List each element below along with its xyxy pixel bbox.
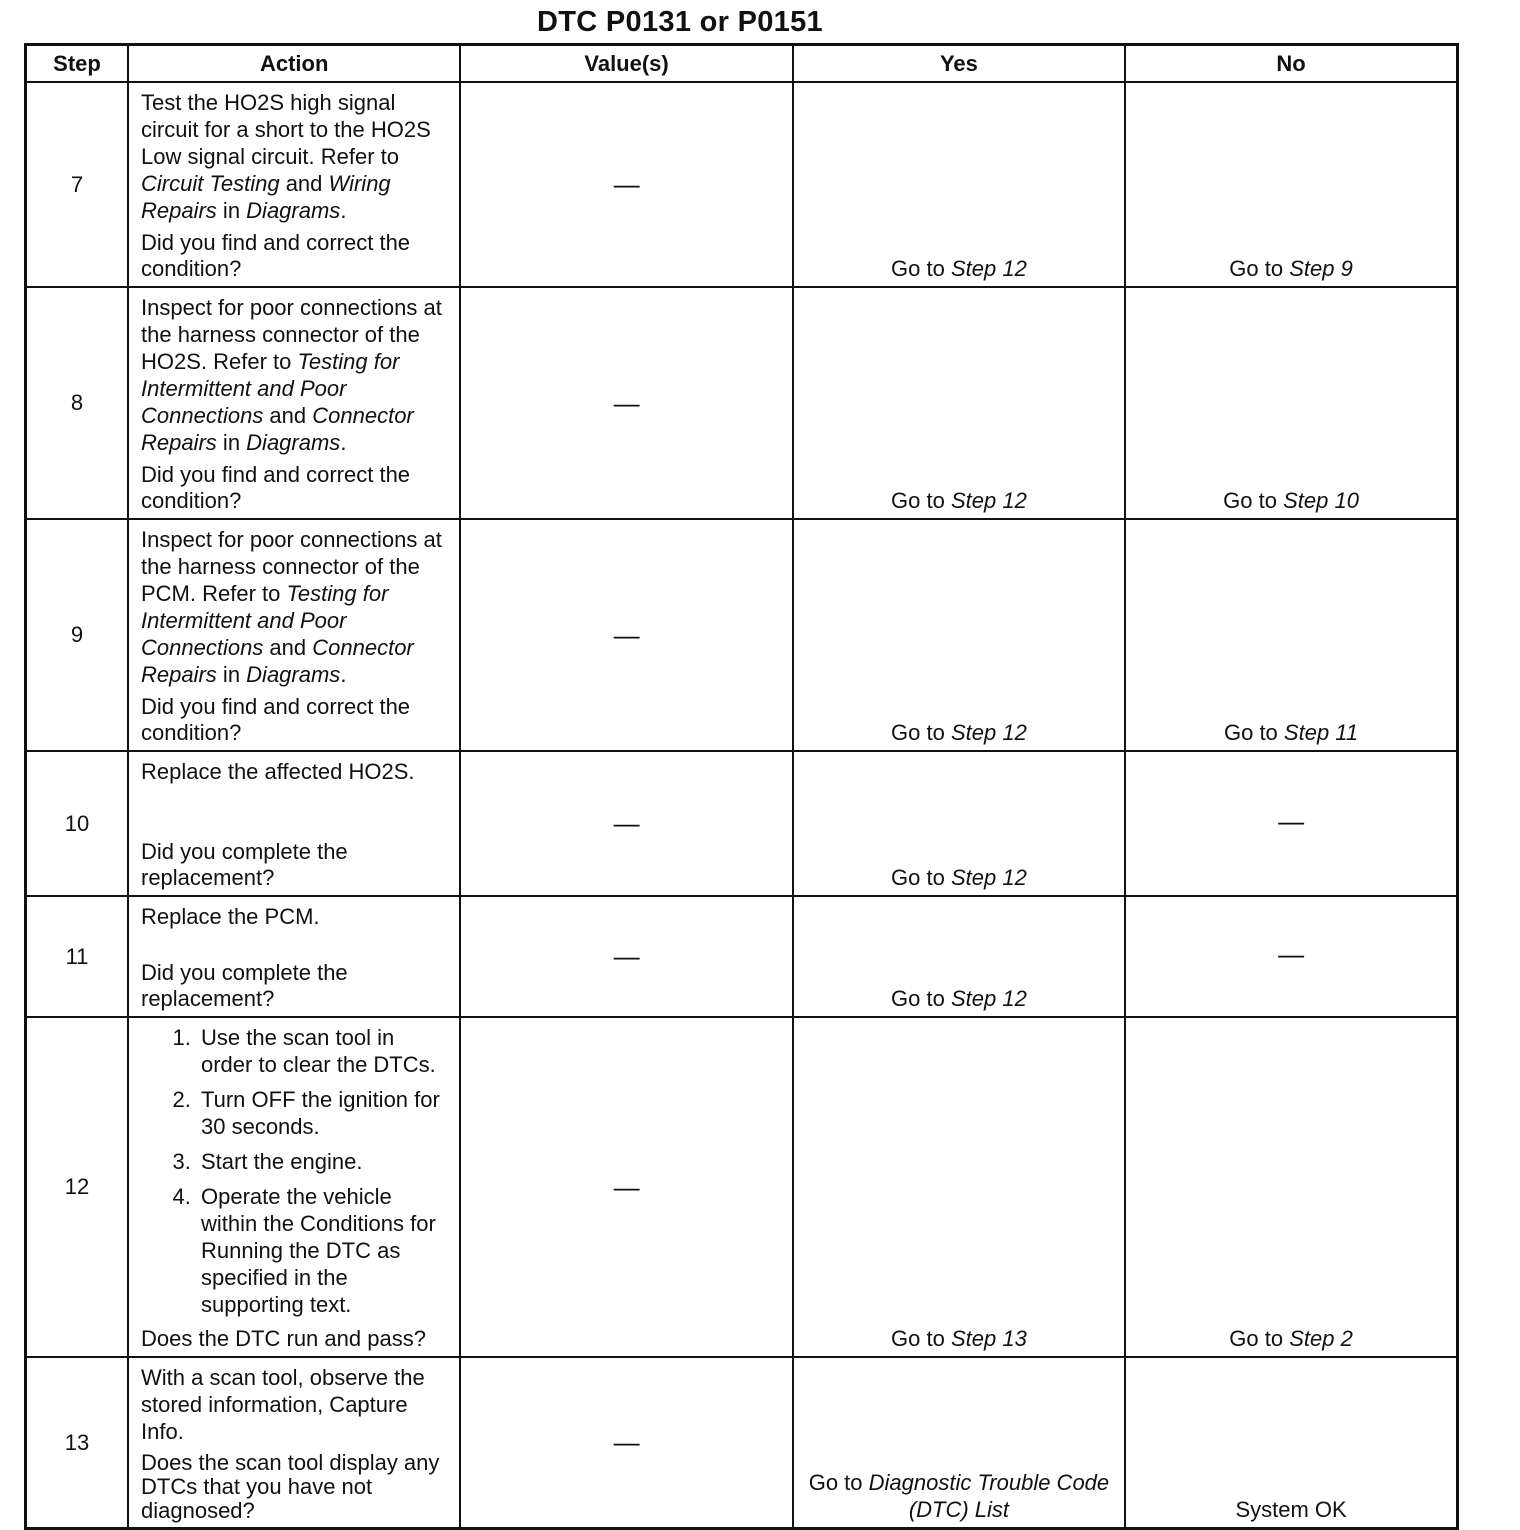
reference-link: Testing for Intermittent and Poor Connections: [141, 349, 400, 428]
table-row: [26, 287, 1458, 519]
reference-link: Circuit Testing: [141, 171, 280, 196]
action-question: Did you find and correct the condition?: [141, 694, 411, 745]
table-row: [26, 1357, 1458, 1529]
yes-step-link: Step 12: [950, 720, 1027, 745]
reference-link: Connector Repairs: [141, 635, 414, 687]
reference-link: Connector Repairs: [141, 403, 414, 455]
no-step-link: Step 10: [1283, 488, 1359, 513]
table-row: [26, 1017, 1458, 1357]
yes-cell: Go to Step 13: [793, 1017, 1125, 1357]
header-action: Action: [128, 45, 460, 83]
action-question: Did you find and correct the condition?: [141, 230, 411, 281]
procedure-list: [141, 1024, 449, 1318]
table-row: [26, 751, 1458, 896]
header-yes: Yes: [793, 45, 1125, 83]
action-cell: [128, 1017, 460, 1357]
yes-cell: Go to Step 12: [793, 287, 1125, 519]
reference-link: Diagrams: [246, 198, 341, 223]
action-text: Replace the PCM.: [141, 904, 320, 929]
no-cell: Go to Step 11: [1125, 519, 1457, 751]
action-question: Did you complete the replacement?: [141, 960, 348, 1011]
table-row: [26, 519, 1458, 751]
step-number: 10: [26, 751, 129, 896]
yes-cell: Go to Step 12: [793, 896, 1125, 1017]
step-number: 8: [26, 287, 129, 519]
no-cell: System OK: [1125, 1357, 1457, 1529]
header-step: Step: [26, 45, 129, 83]
step-number: 9: [26, 519, 129, 751]
step-number: 12: [26, 1017, 129, 1357]
table-row: [26, 896, 1458, 1017]
step-number: 13: [26, 1357, 129, 1529]
yes-target-link: Diagnostic Trouble Code (DTC) List: [868, 1470, 1110, 1522]
no-cell: —: [1125, 751, 1457, 896]
reference-link: Wiring Repairs: [141, 171, 391, 223]
table-row: [26, 82, 1458, 287]
value-cell: —: [460, 519, 792, 751]
action-cell: [128, 896, 460, 1017]
no-step-link: Step 11: [1283, 720, 1359, 745]
table-header-row: [26, 45, 1458, 83]
step-number: 11: [26, 896, 129, 1017]
yes-cell: Go to Diagnostic Trouble Code (DTC) List: [793, 1357, 1125, 1529]
value-cell: —: [460, 1357, 792, 1529]
action-question: Does the scan tool display any DTCs that you have not diagnosed?: [141, 1450, 440, 1523]
action-cell: [128, 287, 460, 519]
action-text: Test the HO2S high signal circuit for a short to the HO2S Low signal circuit. Refer to Circuit Testing and Wiring Repairs in Diagrams.: [141, 90, 431, 223]
no-step-link: Step 2: [1289, 1326, 1353, 1351]
no-cell: —: [1125, 896, 1457, 1017]
no-cell: Go to Step 9: [1125, 82, 1457, 287]
yes-step-link: Step 12: [950, 256, 1027, 281]
value-cell: —: [460, 751, 792, 896]
yes-cell: Go to Step 12: [793, 82, 1125, 287]
action-text: With a scan tool, observe the stored information, Capture Info.: [141, 1365, 425, 1444]
list-item: 3. Start the engine.: [197, 1148, 449, 1175]
list-item: 2. Turn OFF the ignition for 30 seconds.: [197, 1086, 449, 1140]
yes-cell: Go to Step 12: [793, 519, 1125, 751]
action-question: Did you find and correct the condition?: [141, 462, 411, 513]
reference-link: Diagrams: [246, 662, 341, 687]
action-text: Inspect for poor connections at the harness connector of the PCM. Refer to Testing for Intermittent and Poor Connections and Connector Repairs in Diagrams.: [141, 527, 442, 687]
action-question: Does the DTC run and pass?: [141, 1326, 426, 1351]
action-cell: [128, 519, 460, 751]
diagnostic-table: [24, 43, 1459, 1530]
header-values: Value(s): [460, 45, 792, 83]
reference-link: Diagrams: [246, 430, 341, 455]
yes-step-link: Step 12: [950, 865, 1027, 890]
action-text: Replace the affected HO2S.: [141, 759, 415, 784]
yes-cell: Go to Step 12: [793, 751, 1125, 896]
action-cell: [128, 82, 460, 287]
action-cell: [128, 1357, 460, 1529]
value-cell: —: [460, 287, 792, 519]
value-cell: —: [460, 896, 792, 1017]
list-item: 1. Use the scan tool in order to clear the DTCs.: [197, 1024, 449, 1078]
reference-link: Testing for Intermittent and Poor Connections: [141, 581, 389, 660]
list-item: 4. Operate the vehicle within the Conditions for Running the DTC as specified in the supporting text.: [197, 1183, 449, 1318]
step-number: 7: [26, 82, 129, 287]
action-cell: [128, 751, 460, 896]
page-title: DTC P0131 or P0151: [537, 6, 823, 38]
value-cell: —: [460, 1017, 792, 1357]
no-step-link: Step 9: [1289, 256, 1353, 281]
action-question: Did you complete the replacement?: [141, 839, 348, 890]
yes-step-link: Step 12: [950, 488, 1027, 513]
no-cell: Go to Step 2: [1125, 1017, 1457, 1357]
value-cell: —: [460, 82, 792, 287]
header-no: No: [1125, 45, 1457, 83]
action-text: Inspect for poor connections at the harness connector of the HO2S. Refer to Testing for Intermittent and Poor Connections and Connector Repairs in Diagrams.: [141, 295, 442, 455]
yes-step-link: Step 13: [950, 1326, 1027, 1351]
yes-step-link: Step 12: [950, 986, 1027, 1011]
no-cell: Go to Step 10: [1125, 287, 1457, 519]
